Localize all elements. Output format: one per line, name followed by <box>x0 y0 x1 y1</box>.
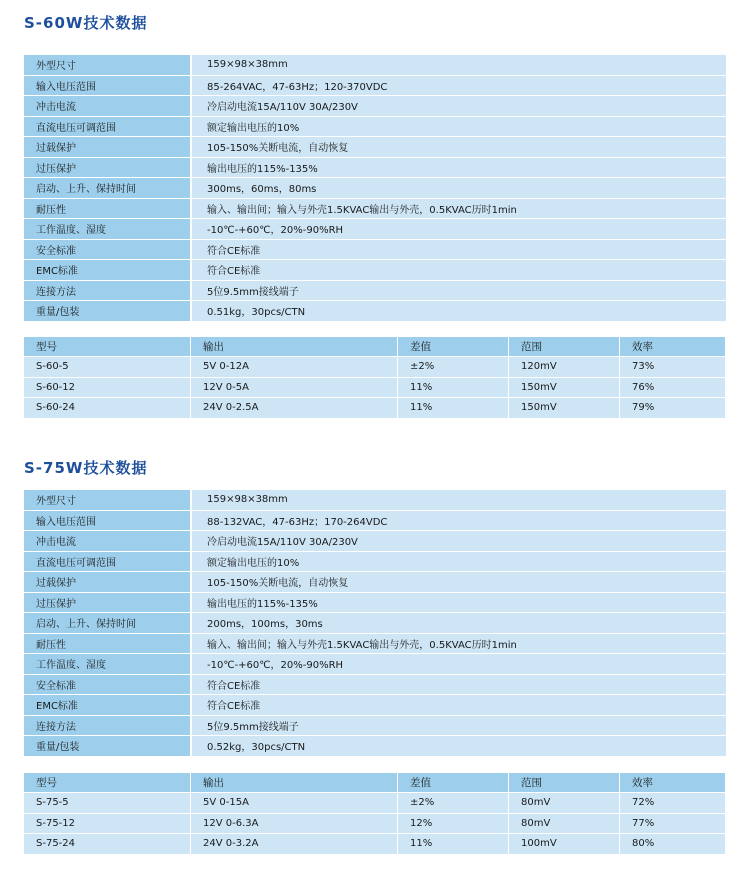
spec-value: 符合CE标准 <box>191 260 726 281</box>
spec-label: 冲击电流 <box>24 96 191 117</box>
spec-value: 额定输出电压的10% <box>191 116 726 137</box>
section-title-s75: S-75W技术数据 <box>24 459 148 477</box>
output-cell: 5V 0-15A <box>191 793 398 814</box>
spec-label: 连接方法 <box>24 715 191 736</box>
header-output: 输出 <box>191 773 398 793</box>
spec-value: 159×98×38mm <box>191 55 726 75</box>
difference-cell: 11% <box>398 834 509 855</box>
model-cell: S-75-5 <box>24 793 191 814</box>
spec-label: 过载保护 <box>24 572 191 593</box>
spec-label: 重量/包装 <box>24 736 191 757</box>
spec-label: 启动、上升、保持时间 <box>24 613 191 634</box>
efficiency-cell: 72% <box>620 793 726 814</box>
spec-label: 输入电压范围 <box>24 510 191 531</box>
spec-row <box>24 490 726 510</box>
spec-value: 105-150%关断电流，自动恢复 <box>191 137 726 158</box>
spec-value: 输入、输出间；输入与外壳1.5KVAC输出与外壳，0.5KVAC历时1min <box>191 198 726 219</box>
spec-label: 外型尺寸 <box>24 490 191 510</box>
spec-value: 0.51kg，30pcs/CTN <box>191 301 726 322</box>
spec-row <box>24 55 726 75</box>
spec-row <box>24 531 726 552</box>
header-difference: 差值 <box>398 337 509 357</box>
range-cell: 150mV <box>509 398 620 419</box>
spec-label: 工作温度、湿度 <box>24 654 191 675</box>
spec-row <box>24 239 726 260</box>
output-cell: 5V 0-12A <box>191 357 398 378</box>
table-row <box>24 357 726 378</box>
output-cell: 12V 0-5A <box>191 377 398 398</box>
spec-row <box>24 510 726 531</box>
spec-value: 159×98×38mm <box>191 490 726 510</box>
spec-label: 工作温度、湿度 <box>24 219 191 240</box>
efficiency-cell: 76% <box>620 377 726 398</box>
spec-row <box>24 736 726 757</box>
efficiency-cell: 73% <box>620 357 726 378</box>
efficiency-cell: 80% <box>620 834 726 855</box>
header-model: 型号 <box>24 337 191 357</box>
spec-value: -10℃-+60℃，20%-90%RH <box>191 654 726 675</box>
spec-value: 0.52kg，30pcs/CTN <box>191 736 726 757</box>
difference-cell: ±2% <box>398 793 509 814</box>
header-output: 输出 <box>191 337 398 357</box>
spec-row <box>24 551 726 572</box>
model-cell: S-60-5 <box>24 357 191 378</box>
efficiency-cell: 79% <box>620 398 726 419</box>
difference-cell: 11% <box>398 377 509 398</box>
model-table-header <box>24 337 726 357</box>
table-row <box>24 398 726 419</box>
model-cell: S-75-24 <box>24 834 191 855</box>
spec-label: 耐压性 <box>24 633 191 654</box>
range-cell: 120mV <box>509 357 620 378</box>
header-efficiency: 效率 <box>620 773 726 793</box>
output-cell: 24V 0-2.5A <box>191 398 398 419</box>
model-cell: S-60-12 <box>24 377 191 398</box>
model-table-s60 <box>24 337 726 419</box>
spec-value: 200ms，100ms，30ms <box>191 613 726 634</box>
spec-label: 过压保护 <box>24 592 191 613</box>
header-range: 范围 <box>509 337 620 357</box>
spec-label: 安全标准 <box>24 674 191 695</box>
model-table-s75 <box>24 773 726 855</box>
spec-row <box>24 75 726 96</box>
spec-row <box>24 654 726 675</box>
header-efficiency: 效率 <box>620 337 726 357</box>
spec-row <box>24 633 726 654</box>
spec-value: 符合CE标准 <box>191 695 726 716</box>
spec-row <box>24 613 726 634</box>
header-model: 型号 <box>24 773 191 793</box>
header-range: 范围 <box>509 773 620 793</box>
table-row <box>24 377 726 398</box>
difference-cell: ±2% <box>398 357 509 378</box>
spec-label: 冲击电流 <box>24 531 191 552</box>
spec-value: 5位9.5mm接线端子 <box>191 715 726 736</box>
spec-row <box>24 219 726 240</box>
efficiency-cell: 77% <box>620 813 726 834</box>
spec-label: EMC标准 <box>24 695 191 716</box>
model-cell: S-75-12 <box>24 813 191 834</box>
spec-table-s60 <box>24 55 726 322</box>
spec-row <box>24 695 726 716</box>
spec-value: -10℃-+60℃，20%-90%RH <box>191 219 726 240</box>
spec-value: 300ms，60ms，80ms <box>191 178 726 199</box>
output-cell: 12V 0-6.3A <box>191 813 398 834</box>
spec-value: 冷启动电流15A/110V 30A/230V <box>191 531 726 552</box>
spec-label: 启动、上升、保持时间 <box>24 178 191 199</box>
spec-row <box>24 715 726 736</box>
spec-value: 88-132VAC，47-63Hz；170-264VDC <box>191 510 726 531</box>
spec-row <box>24 301 726 322</box>
spec-value: 冷启动电流15A/110V 30A/230V <box>191 96 726 117</box>
spec-value: 105-150%关断电流，自动恢复 <box>191 572 726 593</box>
spec-row <box>24 137 726 158</box>
spec-value: 85-264VAC，47-63Hz；120-370VDC <box>191 75 726 96</box>
spec-value: 输出电压的115%-135% <box>191 157 726 178</box>
spec-table-s75 <box>24 490 726 757</box>
spec-label: 直流电压可调范围 <box>24 551 191 572</box>
output-cell: 24V 0-3.2A <box>191 834 398 855</box>
spec-row <box>24 96 726 117</box>
spec-label: 安全标准 <box>24 239 191 260</box>
spec-row <box>24 592 726 613</box>
difference-cell: 11% <box>398 398 509 419</box>
spec-row <box>24 572 726 593</box>
spec-label: EMC标准 <box>24 260 191 281</box>
table-row <box>24 793 726 814</box>
spec-row <box>24 260 726 281</box>
header-difference: 差值 <box>398 773 509 793</box>
spec-value: 符合CE标准 <box>191 674 726 695</box>
spec-row <box>24 178 726 199</box>
range-cell: 100mV <box>509 834 620 855</box>
spec-value: 额定输出电压的10% <box>191 551 726 572</box>
spec-value: 输入、输出间；输入与外壳1.5KVAC输出与外壳，0.5KVAC历时1min <box>191 633 726 654</box>
table-row <box>24 813 726 834</box>
model-cell: S-60-24 <box>24 398 191 419</box>
section-title-s60: S-60W技术数据 <box>24 14 148 32</box>
spec-row <box>24 157 726 178</box>
model-table-header <box>24 773 726 793</box>
spec-label: 外型尺寸 <box>24 55 191 75</box>
spec-label: 输入电压范围 <box>24 75 191 96</box>
spec-label: 直流电压可调范围 <box>24 116 191 137</box>
spec-label: 过压保护 <box>24 157 191 178</box>
range-cell: 80mV <box>509 793 620 814</box>
range-cell: 150mV <box>509 377 620 398</box>
spec-row <box>24 280 726 301</box>
spec-value: 5位9.5mm接线端子 <box>191 280 726 301</box>
table-row <box>24 834 726 855</box>
spec-label: 重量/包装 <box>24 301 191 322</box>
range-cell: 80mV <box>509 813 620 834</box>
spec-label: 耐压性 <box>24 198 191 219</box>
spec-value: 符合CE标准 <box>191 239 726 260</box>
spec-label: 过载保护 <box>24 137 191 158</box>
spec-value: 输出电压的115%-135% <box>191 592 726 613</box>
spec-row <box>24 116 726 137</box>
spec-label: 连接方法 <box>24 280 191 301</box>
spec-row <box>24 198 726 219</box>
difference-cell: 12% <box>398 813 509 834</box>
spec-row <box>24 674 726 695</box>
